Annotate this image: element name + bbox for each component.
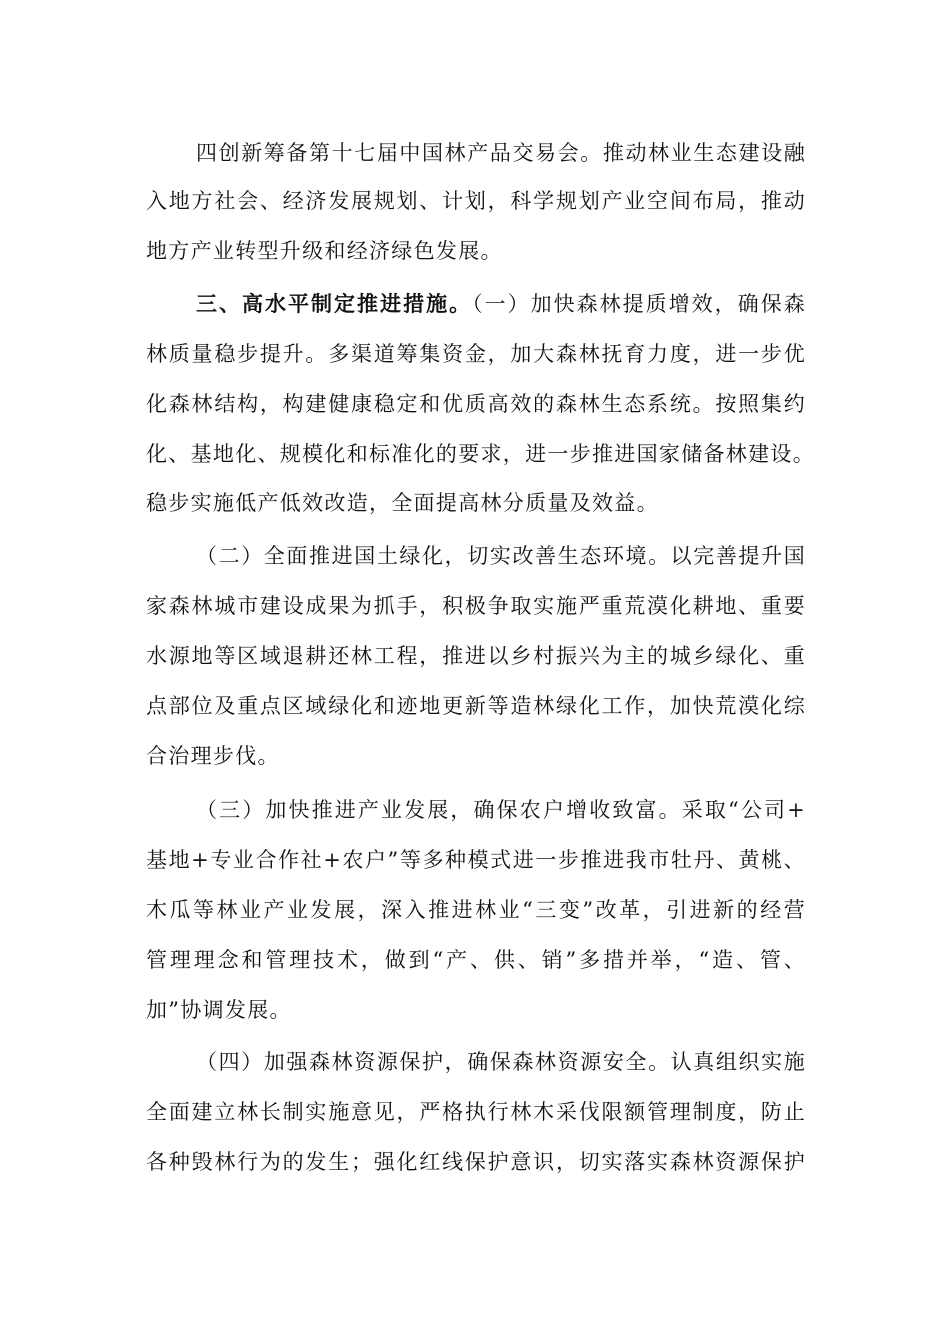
body-text-line: 化、基地化、规模化和标准化的要求，进一步推进国家储备林建设。 [146, 442, 815, 466]
section-heading: 三、高水平制定推进措施。 [196, 291, 473, 316]
body-text-line: 基地+专业合作社+农户”等多种模式进一步推进我市牡丹、黄桃、 [146, 848, 806, 872]
body-text-line: 管理理念和管理技术，做到“产、供、销”多措并举，“造、管、 [146, 948, 806, 972]
body-text-line: 家森林城市建设成果为抓手，积极争取实施严重荒漠化耕地、重要 [146, 594, 806, 618]
body-text-line: 合治理步伐。 [146, 744, 280, 768]
body-text-line: 木瓜等林业产业发展，深入推进林业“三变”改革，引进新的经营 [146, 898, 806, 922]
body-text-line: 化森林结构，构建健康稳定和优质高效的森林生态系统。按照集约 [146, 392, 806, 416]
body-text-line: 入地方社会、经济发展规划、计划，科学规划产业空间布局，推动 [146, 189, 806, 213]
body-text-line: 加”协调发展。 [146, 998, 292, 1022]
body-text-line: （二）全面推进国土绿化，切实改善生态环境。以完善提升国 [196, 544, 806, 568]
body-text-line: （四）加强森林资源保护，确保森林资源安全。认真组织实施 [196, 1050, 806, 1074]
body-text-line: 水源地等区域退耕还林工程，推进以乡村振兴为主的城乡绿化、重 [146, 644, 806, 668]
section-heading-line [196, 289, 806, 319]
body-text-line: 点部位及重点区域绿化和迹地更新等造林绿化工作，加快荒漠化综 [146, 694, 806, 718]
body-text-line: 林质量稳步提升。多渠道筹集资金，加大森林抚育力度，进一步优 [146, 342, 806, 366]
body-text-line: （三）加快推进产业发展，确保农户增收致富。采取“公司+ [196, 798, 806, 822]
body-text-line: 四创新筹备第十七届中国林产品交易会。推动林业生态建设融 [196, 141, 806, 165]
body-text-line: 各种毁林行为的发生；强化红线保护意识，切实落实森林资源保护 [146, 1150, 806, 1174]
body-text-line: 地方产业转型升级和经济绿色发展。 [146, 239, 503, 263]
body-text-line: 全面建立林长制实施意见，严格执行林木采伐限额管理制度，防止 [146, 1100, 806, 1124]
body-text-fragment: （一）加快森林提质增效，确保森 [472, 292, 806, 316]
body-text-line: 稳步实施低产低效改造，全面提高林分质量及效益。 [146, 491, 659, 515]
